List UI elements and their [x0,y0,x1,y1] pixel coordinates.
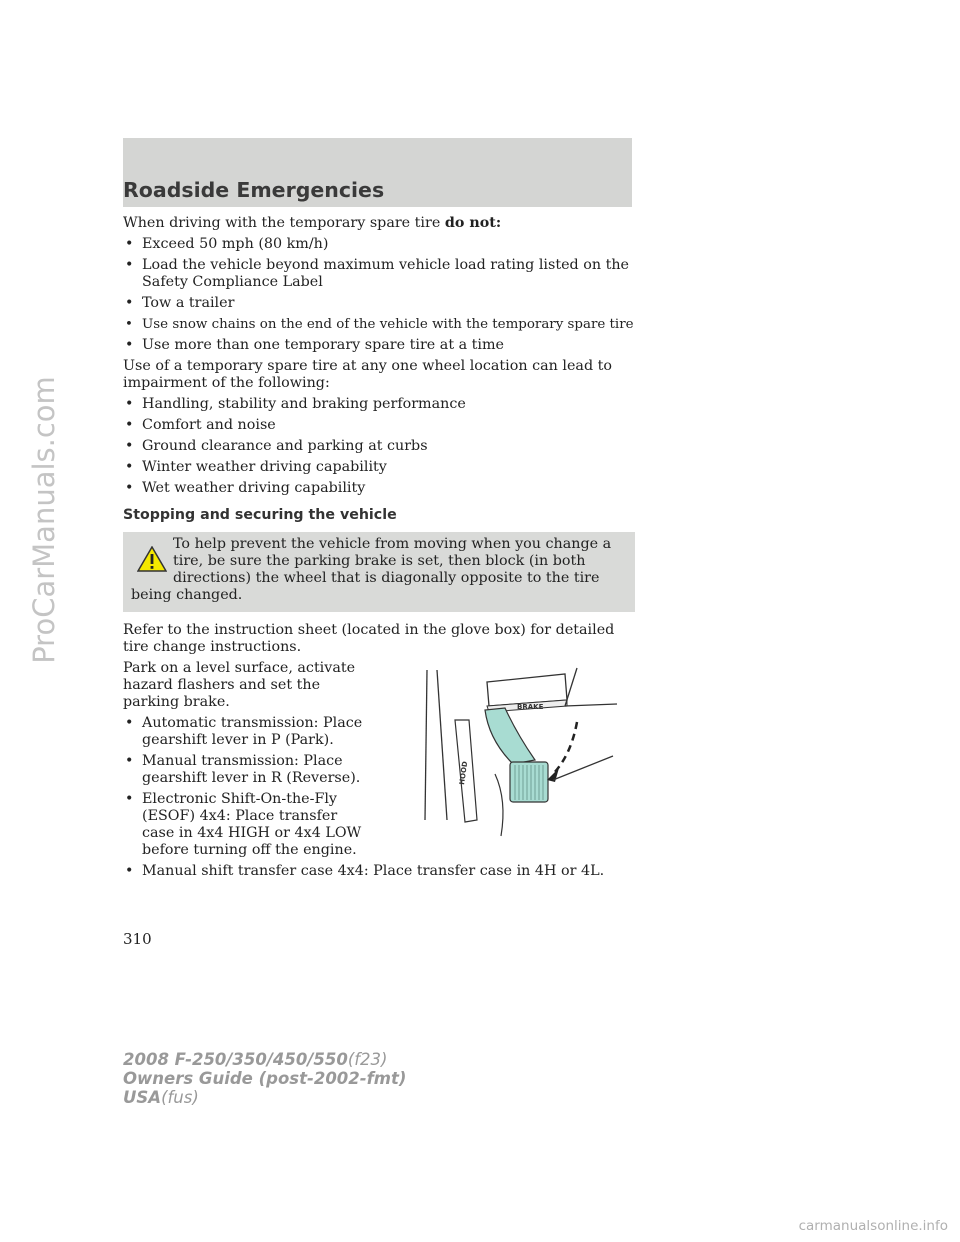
list-item: • Use snow chains on the end of the vehicle with the temporary spare tire [123,316,635,333]
footer [123,1050,406,1107]
page-number: 310 [123,930,152,948]
list-item: • Automatic transmission: Place gearshift lever in P (Park). [123,715,373,749]
list-item: • Manual shift transfer case 4x4: Place transfer case in 4H or 4L. [123,863,635,880]
side-watermark-text: ProCarManuals.com [27,376,61,664]
hood-label: HOOD [458,760,470,786]
section-title: Roadside Emergencies [123,178,385,202]
page-content [123,215,635,884]
side-watermark [14,240,74,800]
do-not-list [123,236,635,354]
instruction-sheet-text: Refer to the instruction sheet (located in the glove box) for detailed tire change instructions. [123,622,615,655]
manual-shift-list [123,863,635,880]
list-item: • Winter weather driving capability [123,459,635,476]
list-item: • Electronic Shift-On-the-Fly (ESOF) 4x4: Place transfer case in 4x4 HIGH or 4x4 LOW before turning off the engine. [123,791,373,859]
park-section [123,660,635,859]
list-item: • Comfort and noise [123,417,635,434]
bottom-watermark: carmanualsonline.info [798,1218,948,1234]
subheading: Stopping and securing the vehicle [123,507,397,523]
footer-model-code: (f23) [347,1050,388,1069]
warning-box [123,532,635,612]
section-header [123,138,632,207]
list-item: • Handling, stability and braking performance [123,396,635,413]
list-item: • Ground clearance and parking at curbs [123,438,635,455]
list-item: • Use more than one temporary spare tire at a time [123,337,635,354]
footer-region: USA [123,1088,162,1107]
intro-text: When driving with the temporary spare tire [123,215,445,231]
parking-brake-figure [417,660,639,860]
footer-line-2: Owners Guide (post-2002-fmt) [123,1069,407,1088]
list-item: • Exceed 50 mph (80 km/h) [123,236,635,253]
brake-label: BRAKE [517,703,544,711]
footer-model: 2008 F-250/350/450/550 [123,1050,348,1069]
impairment-intro: Use of a temporary spare tire at any one wheel location can lead to impairment of the following: [123,358,612,391]
list-item: • Manual transmission: Place gearshift lever in R (Reverse). [123,753,373,787]
list-item: • Wet weather driving capability [123,480,635,497]
intro-bold: do not: [444,215,502,231]
intro-paragraph [123,215,635,232]
footer-line-3 [123,1088,406,1107]
warning-text: To help prevent the vehicle from moving when you change a tire, be sure the parking brake is set, then block (in both directions) the wheel that is diagonally opposite to the tire being changed. [131,536,612,603]
warning-triangle-icon [137,546,167,572]
park-text: Park on a level surface, activate hazard flashers and set the parking brake. [123,660,356,710]
impairment-list [123,396,635,497]
footer-line-1 [123,1050,406,1069]
footer-region-code: (fus) [161,1088,199,1107]
list-item: • Tow a trailer [123,295,635,312]
list-item: • Load the vehicle beyond maximum vehicle load rating listed on the Safety Compliance Label [123,257,635,291]
park-text-column [123,660,373,859]
park-list [123,715,373,859]
